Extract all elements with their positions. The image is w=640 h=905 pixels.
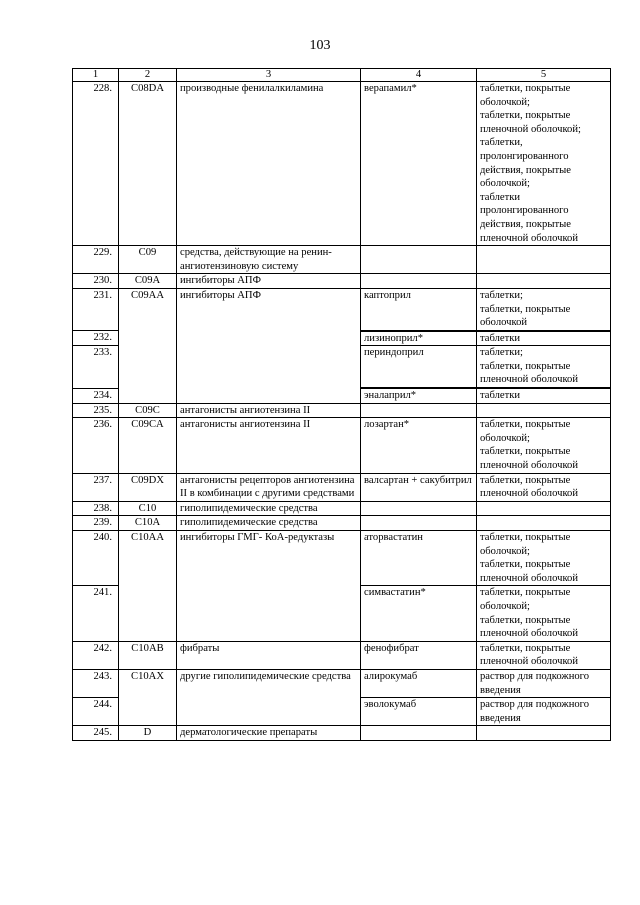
table-row	[73, 418, 611, 473]
drug-group: дерматологические препараты	[177, 726, 361, 741]
drug-name	[361, 403, 477, 418]
atc-code: D	[119, 726, 177, 741]
drug-name: эволокумаб	[361, 698, 477, 726]
atc-code	[119, 331, 177, 346]
drug-group	[177, 388, 361, 403]
atc-code: C09C	[119, 403, 177, 418]
atc-code	[119, 586, 177, 641]
column-header: 1	[73, 69, 119, 82]
drug-name: периндоприл	[361, 346, 477, 388]
drug-name	[361, 501, 477, 516]
table-row	[73, 403, 611, 418]
drug-name: эналаприл*	[361, 388, 477, 403]
dosage-form	[477, 516, 611, 531]
table-row	[73, 388, 611, 403]
table-row	[73, 331, 611, 346]
atc-code: C10A	[119, 516, 177, 531]
drug-group: ингибиторы ГМГ- КоА-редуктазы	[177, 531, 361, 586]
row-number: 241.	[73, 586, 119, 641]
drug-group	[177, 331, 361, 346]
drug-name: валсартан + сакубитрил	[361, 473, 477, 501]
drug-group: антагонисты ангиотензина II	[177, 418, 361, 473]
row-number: 232.	[73, 331, 119, 346]
row-number: 245.	[73, 726, 119, 741]
row-number: 236.	[73, 418, 119, 473]
dosage-form: таблетки	[477, 331, 611, 346]
atc-code: C09	[119, 246, 177, 274]
row-number: 238.	[73, 501, 119, 516]
table-row	[73, 531, 611, 586]
dosage-form	[477, 501, 611, 516]
atc-code: C08DA	[119, 82, 177, 246]
dosage-form: таблетки, покрытые оболочкой; таблетки, покрытые пленочной оболочкой; таблетки, пролонгированного действия, покрытые оболочкой; таблетки пролонгированного действия, покрытые пленочной оболочкой	[477, 82, 611, 246]
atc-code: C10AA	[119, 531, 177, 586]
atc-code	[119, 388, 177, 403]
drug-name: фенофибрат	[361, 641, 477, 669]
atc-code: C09CA	[119, 418, 177, 473]
drug-name: аторвастатин	[361, 531, 477, 586]
drug-name	[361, 516, 477, 531]
table-row	[73, 473, 611, 501]
row-number: 228.	[73, 82, 119, 246]
table-row	[73, 346, 611, 388]
table-row	[73, 726, 611, 741]
table-row	[73, 669, 611, 697]
dosage-form: таблетки; таблетки, покрытые оболочкой	[477, 288, 611, 330]
dosage-form	[477, 403, 611, 418]
drug-group: антагонисты рецепторов ангиотензина II в комбинации с другими средствами	[177, 473, 361, 501]
dosage-form	[477, 726, 611, 741]
dosage-form: таблетки, покрытые оболочкой; таблетки, покрытые пленочной оболочкой	[477, 586, 611, 641]
row-number: 235.	[73, 403, 119, 418]
table-row	[73, 641, 611, 669]
dosage-form: таблетки, покрытые пленочной оболочкой	[477, 473, 611, 501]
drug-group: гиполипидемические средства	[177, 516, 361, 531]
drug-name	[361, 726, 477, 741]
table-row	[73, 288, 611, 330]
drug-list-table	[72, 68, 611, 741]
drug-name: симвастатин*	[361, 586, 477, 641]
drug-name	[361, 274, 477, 289]
table-row	[73, 246, 611, 274]
table-row	[73, 586, 611, 641]
drug-name	[361, 246, 477, 274]
row-number: 230.	[73, 274, 119, 289]
drug-group: средства, действующие на ренин-ангиотензиновую систему	[177, 246, 361, 274]
drug-name: алирокумаб	[361, 669, 477, 697]
drug-group: ингибиторы АПФ	[177, 274, 361, 289]
table-row	[73, 698, 611, 726]
table-row	[73, 501, 611, 516]
drug-name: каптоприл	[361, 288, 477, 330]
row-number: 231.	[73, 288, 119, 330]
atc-code: C10AB	[119, 641, 177, 669]
dosage-form: таблетки, покрытые пленочной оболочкой	[477, 641, 611, 669]
dosage-form: таблетки, покрытые оболочкой; таблетки, покрытые пленочной оболочкой	[477, 418, 611, 473]
row-number: 240.	[73, 531, 119, 586]
dosage-form: таблетки	[477, 388, 611, 403]
column-header: 5	[477, 69, 611, 82]
row-number: 242.	[73, 641, 119, 669]
dosage-form: раствор для подкожного введения	[477, 698, 611, 726]
table-row	[73, 274, 611, 289]
drug-group	[177, 698, 361, 726]
dosage-form	[477, 246, 611, 274]
table-row	[73, 516, 611, 531]
row-number: 233.	[73, 346, 119, 388]
drug-group: гиполипидемические средства	[177, 501, 361, 516]
row-number: 244.	[73, 698, 119, 726]
column-header: 2	[119, 69, 177, 82]
atc-code: C09AA	[119, 288, 177, 330]
row-number: 229.	[73, 246, 119, 274]
drug-group: ингибиторы АПФ	[177, 288, 361, 330]
page-number: 103	[309, 38, 331, 53]
drug-group: другие гиполипидемические средства	[177, 669, 361, 697]
drug-group: антагонисты ангиотензина II	[177, 403, 361, 418]
drug-group: производные фенилалкиламина	[177, 82, 361, 246]
atc-code: C09DX	[119, 473, 177, 501]
dosage-form: раствор для подкожного введения	[477, 669, 611, 697]
row-number: 237.	[73, 473, 119, 501]
drug-name: лизиноприл*	[361, 331, 477, 346]
atc-code	[119, 698, 177, 726]
dosage-form: таблетки, покрытые оболочкой; таблетки, покрытые пленочной оболочкой	[477, 531, 611, 586]
row-number: 234.	[73, 388, 119, 403]
dosage-form	[477, 274, 611, 289]
row-number: 239.	[73, 516, 119, 531]
drug-name: верапамил*	[361, 82, 477, 246]
column-header: 4	[361, 69, 477, 82]
drug-name: лозартан*	[361, 418, 477, 473]
atc-code: C10	[119, 501, 177, 516]
drug-group	[177, 346, 361, 388]
table-row	[73, 82, 611, 246]
atc-code	[119, 346, 177, 388]
atc-code: C10AX	[119, 669, 177, 697]
atc-code: C09A	[119, 274, 177, 289]
table-header-row	[73, 69, 611, 82]
row-number: 243.	[73, 669, 119, 697]
column-header: 3	[177, 69, 361, 82]
dosage-form: таблетки; таблетки, покрытые пленочной оболочкой	[477, 346, 611, 388]
drug-group	[177, 586, 361, 641]
drug-group: фибраты	[177, 641, 361, 669]
